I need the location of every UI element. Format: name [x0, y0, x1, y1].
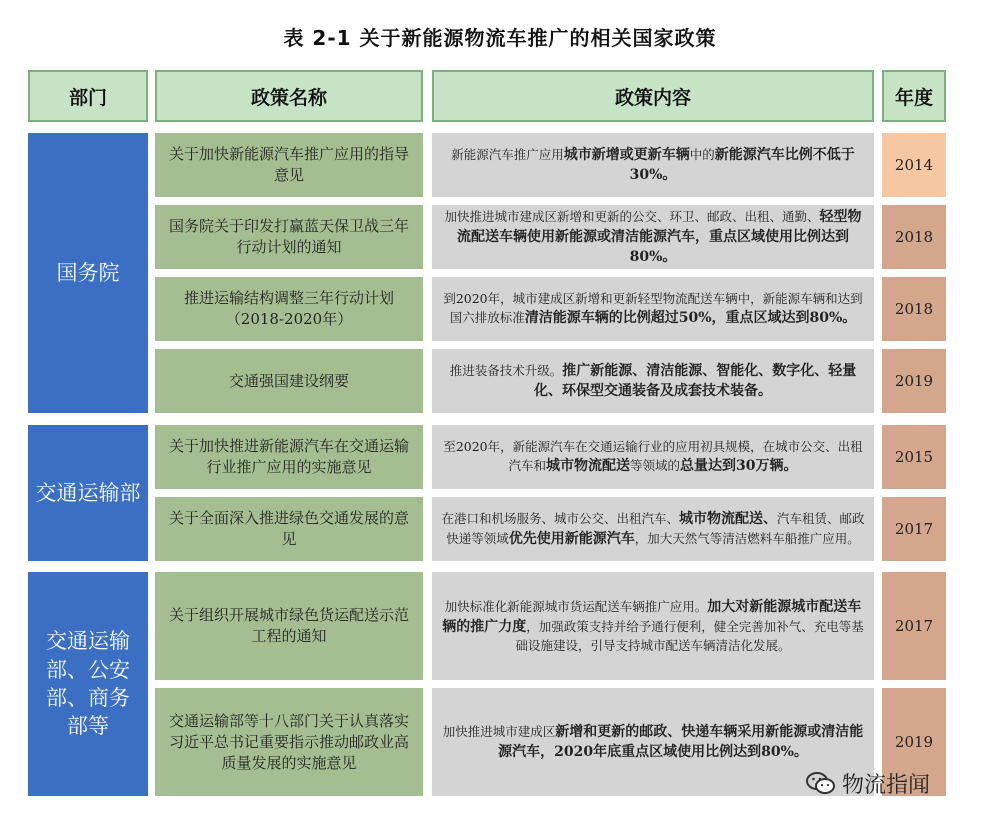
- policy-content: 加快推进城市建成区新增和更新的邮政、快递车辆采用新能源或清洁能源汽车，2020年底重点区域使用比例达到80%。: [432, 688, 874, 796]
- policy-year: 2018: [882, 277, 946, 341]
- dept-multi-ministry: 交通运输部、公安部、商务部等: [28, 572, 148, 796]
- policy-name: 交通运输部等十八部门关于认真落实习近平总书记重要指示推动邮政业高质量发展的实施意见: [155, 688, 423, 796]
- policy-content: 到2020年，城市建成区新增和更新轻型物流配送车辆中，新能源车辆和达到国六排放标准清洁能源车辆的比例超过50%，重点区域达到80%。: [432, 277, 874, 341]
- table-title: 表 2-1 关于新能源物流车推广的相关国家政策: [283, 26, 717, 50]
- policy-content: 加快推进城市建成区新增和更新的公交、环卫、邮政、出租、通勤、轻型物流配送车辆使用新能源或清洁能源汽车，重点区域使用比例达到80%。: [432, 205, 874, 269]
- policy-year: 2017: [882, 572, 946, 680]
- policy-name: 关于加快新能源汽车推广应用的指导意见: [155, 133, 423, 197]
- policy-content: 新能源汽车推广应用城市新增或更新车辆中的新能源汽车比例不低于30%。: [432, 133, 874, 197]
- policy-year: 2019: [882, 349, 946, 413]
- policy-year: 2015: [882, 425, 946, 489]
- header-content: 政策内容: [432, 70, 874, 122]
- policy-content: 加快标准化新能源城市货运配送车辆推广应用。加大对新能源城市配送车辆的推广力度，加强政策支持并给予通行便利，健全完善加补气、充电等基础设施建设，引导支持城市配送车辆清洁化发展。: [432, 572, 874, 680]
- wechat-icon: [806, 771, 836, 797]
- header-dept: 部门: [28, 70, 148, 122]
- policy-name: 推进运输结构调整三年行动计划（2018-2020年）: [155, 277, 423, 341]
- policy-content: 在港口和机场服务、城市公交、出租汽车、城市物流配送、汽车租赁、邮政快递等领域优先使用新能源汽车，加大天然气等清洁燃料车船推广应用。: [432, 497, 874, 561]
- policy-name: 交通强国建设纲要: [155, 349, 423, 413]
- policy-year: 2018: [882, 205, 946, 269]
- header-name: 政策名称: [155, 70, 423, 122]
- header-year: 年度: [882, 70, 946, 122]
- policy-name: 国务院关于印发打赢蓝天保卫战三年行动计划的通知: [155, 205, 423, 269]
- policy-year: 2017: [882, 497, 946, 561]
- dept-transport-ministry: 交通运输部: [28, 425, 148, 561]
- policy-year: 2019: [882, 688, 946, 796]
- policy-year: 2014: [882, 133, 946, 197]
- watermark: [806, 768, 930, 799]
- dept-state-council: 国务院: [28, 133, 148, 413]
- policy-content: 推进装备技术升级。推广新能源、清洁能源、智能化、数字化、轻量化、环保型交通装备及成套技术装备。: [432, 349, 874, 413]
- policy-content: 至2020年，新能源汽车在交通运输行业的应用初具规模，在城市公交、出租汽车和城市物流配送等领域的总量达到30万辆。: [432, 425, 874, 489]
- policy-name: 关于加快推进新能源汽车在交通运输行业推广应用的实施意见: [155, 425, 423, 489]
- policy-name: 关于组织开展城市绿色货运配送示范工程的通知: [155, 572, 423, 680]
- watermark-text: 物流指闻: [842, 773, 931, 798]
- policy-name: 关于全面深入推进绿色交通发展的意见: [155, 497, 423, 561]
